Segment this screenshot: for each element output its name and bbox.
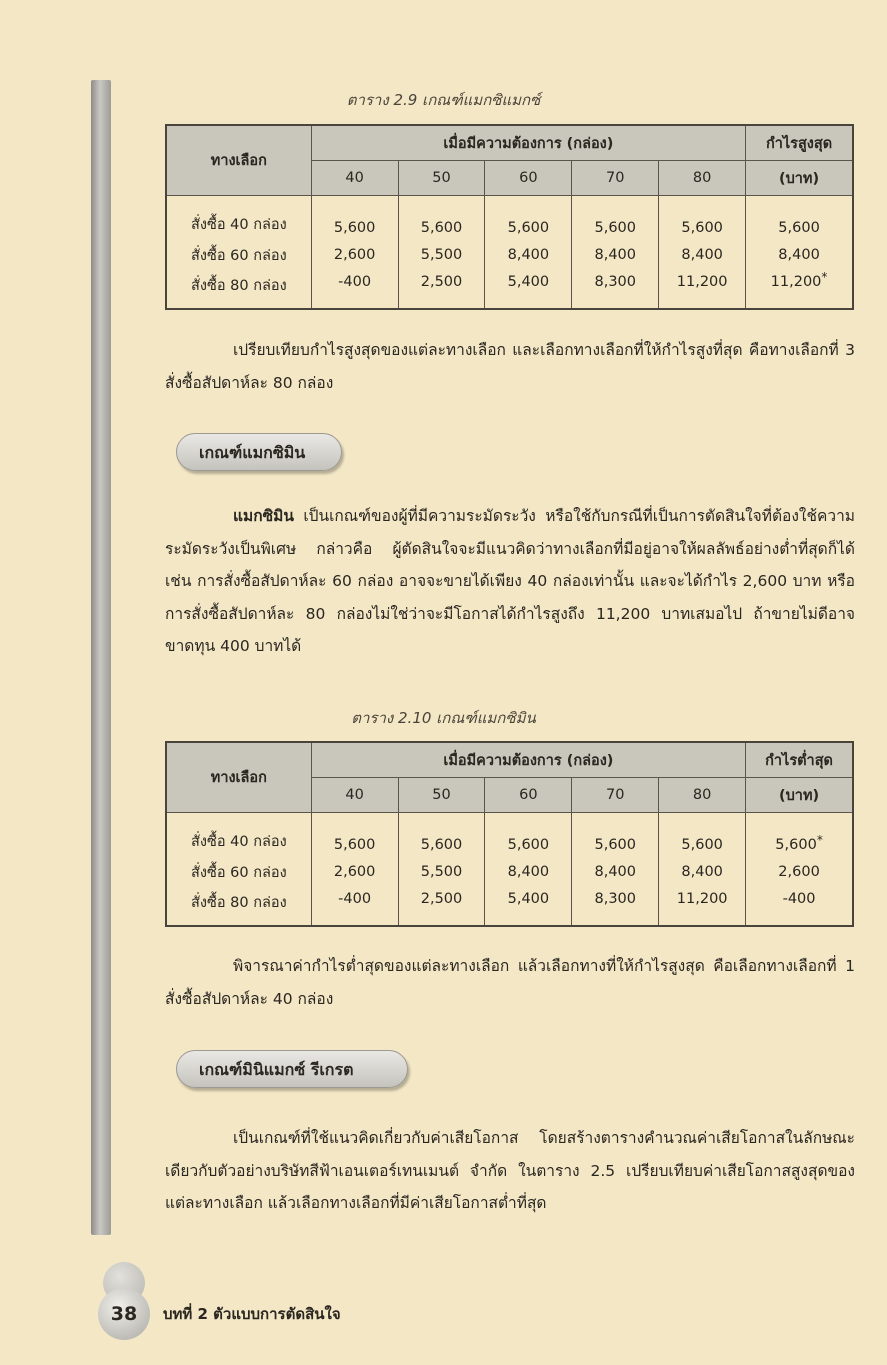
table1-demand-70: 70 [572,161,659,196]
table1-header-demand: เมื่อมีความต้องการ (กล่อง) [311,125,745,161]
section-heading-maximin: เกณฑ์แมกซิมิน [176,433,342,471]
section-heading-minimax-regret: เกณฑ์มินิแมกซ์ รีเกรต [176,1050,408,1088]
paragraph-4-text: เป็นเกณฑ์ที่ใช้แนวคิดเกี่ยวกับค่าเสียโอกาส โดยสร้างตารางคำนวณค่าเสียโอกาสในลักษณะเดียวกับตัวอย่างบริษัทสีฟ้าเอนเตอร์เทนเมนต์ จำกัด ในตาราง 2.5 เปรียบเทียบค่าเสียโอกาสสูงสุดของแต่ละทางเลือก แล้วเลือกทางเลือกที่มีค่าเสียโอกาสต่ำที่สุด [165,1129,855,1212]
table2-demand-60: 60 [485,778,572,813]
cell: 2,600 [311,239,398,271]
table-row [166,239,853,271]
result-value: -400 [782,891,816,907]
result-cell [746,856,853,888]
cell: 8,400 [659,239,746,271]
table2-header-unit: (บาท) [746,778,853,813]
table2-header-demand: เมื่อมีความต้องการ (กล่อง) [311,742,745,778]
table2-header-option: ทางเลือก [166,742,311,813]
table1-header-unit: (บาท) [746,161,853,196]
cell: 8,400 [572,239,659,271]
table2-demand-40: 40 [311,778,398,813]
result-cell [746,271,853,309]
cell: 5,600 [311,196,398,240]
cell: 2,500 [398,888,485,926]
paragraph-2 [165,500,855,663]
table-row [166,888,853,926]
table1-header-result: กำไรสูงสุด [746,125,853,161]
table-row [166,813,853,857]
cell: 5,600 [485,196,572,240]
row-label: สั่งซื้อ 60 กล่อง [166,239,311,271]
cell: 5,600 [485,813,572,857]
row-label: สั่งซื้อ 40 กล่อง [166,196,311,240]
result-value: 2,600 [778,864,820,880]
cell: -400 [311,888,398,926]
table-row [166,856,853,888]
result-value: 5,600 [775,837,817,853]
result-cell [746,888,853,926]
paragraph-4 [165,1122,855,1220]
table2-demand-80: 80 [659,778,746,813]
table1-caption: ตาราง 2.9 เกณฑ์แมกซิแมกซ์ [346,91,541,109]
cell: 5,600 [572,196,659,240]
table-row [166,271,853,309]
paragraph-3 [165,950,855,1015]
table2-demand-50: 50 [398,778,485,813]
cell: 8,300 [572,271,659,309]
cell: 5,400 [485,271,572,309]
result-cell [746,196,853,240]
page-number: 38 [98,1288,150,1340]
cell: 5,600 [572,813,659,857]
cell: 5,500 [398,856,485,888]
row-label: สั่งซื้อ 80 กล่อง [166,888,311,926]
result-value: 8,400 [778,247,820,263]
cell: 8,400 [572,856,659,888]
result-cell [746,813,853,857]
cell: 5,600 [659,196,746,240]
table-row [166,196,853,240]
table1-demand-40: 40 [311,161,398,196]
cell: 5,600 [659,813,746,857]
chapter-title: บทที่ 2 ตัวแบบการตัดสินใจ [163,1305,341,1323]
table2 [165,741,854,927]
side-decoration-bar [91,80,111,1235]
paragraph-2-term: แมกซิมิน [233,507,294,525]
table1-demand-50: 50 [398,161,485,196]
table1-demand-60: 60 [485,161,572,196]
result-mark: * [816,833,823,847]
cell: 5,500 [398,239,485,271]
result-value: 5,600 [778,220,820,236]
paragraph-2-text: เป็นเกณฑ์ของผู้ที่มีความระมัดระวัง หรือใช้กับกรณีที่เป็นการตัดสินใจที่ต้องใช้ความระมัดระวังเป็นพิเศษ กล่าวคือ ผู้ตัดสินใจจะมีแนวคิดว่าทางเลือกที่มีอยู่อาจให้ผลลัพธ์อย่างต่ำที่สุดก็ได้ เช่น การสั่งซื้อสัปดาห์ละ 60 กล่อง อาจจะขายได้เพียง 40 กล่องเท่านั้น และจะได้กำไร 2,600 บาท หรือการสั่งซื้อสัปดาห์ละ 80 กล่องไม่ใช่ว่าจะมีโอกาสได้กำไรสูงถึง 11,200 บาทเสมอไป ถ้าขายไม่ดีอาจขาดทุน 400 บาทได้ [165,507,855,655]
cell: 8,300 [572,888,659,926]
table2-header-result: กำไรต่ำสุด [746,742,853,778]
cell: 5,400 [485,888,572,926]
cell: 8,400 [659,856,746,888]
paragraph-3-text: พิจารณาค่ากำไรต่ำสุดของแต่ละทางเลือก แล้วเลือกทางที่ให้กำไรสูงสุด คือเลือกทางเลือกที่ 1 สั่งซื้อสัปดาห์ละ 40 กล่อง [165,957,855,1008]
cell: 5,600 [398,196,485,240]
cell: 8,400 [485,239,572,271]
cell: 5,600 [398,813,485,857]
table1-header-option: ทางเลือก [166,125,311,196]
row-label: สั่งซื้อ 60 กล่อง [166,856,311,888]
table2-demand-70: 70 [572,778,659,813]
table1 [165,124,854,310]
result-cell [746,239,853,271]
paragraph-1-text: เปรียบเทียบกำไรสูงสุดของแต่ละทางเลือก และเลือกทางเลือกที่ให้กำไรสูงที่สุด คือทางเลือกที่ 3 สั่งซื้อสัปดาห์ละ 80 กล่อง [165,341,855,392]
result-value: 11,200 [770,274,822,290]
cell: 2,500 [398,271,485,309]
row-label: สั่งซื้อ 80 กล่อง [166,271,311,309]
row-label: สั่งซื้อ 40 กล่อง [166,813,311,857]
table2-caption: ตาราง 2.10 เกณฑ์แมกซิมิน [351,709,536,727]
cell: 11,200 [659,888,746,926]
cell: 8,400 [485,856,572,888]
cell: -400 [311,271,398,309]
paragraph-1 [165,334,855,399]
cell: 5,600 [311,813,398,857]
cell: 2,600 [311,856,398,888]
cell: 11,200 [659,271,746,309]
table1-demand-80: 80 [659,161,746,196]
result-mark: * [821,270,828,284]
